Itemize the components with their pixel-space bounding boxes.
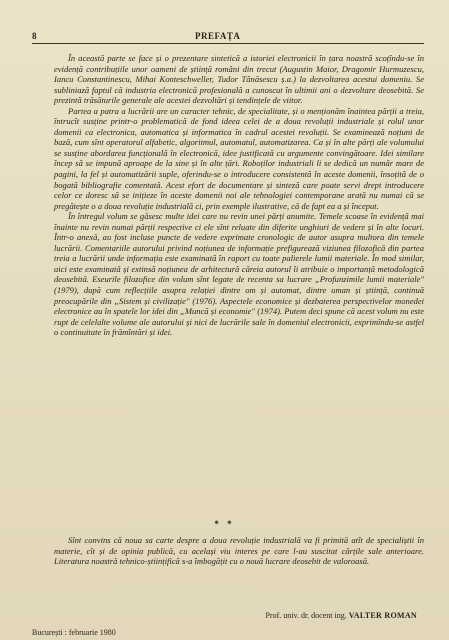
closing-paragraph: Sînt convins că noua sa carte despre a doua revoluție industrială va fi primită atît de specialiștii în materie, cît și de opinia publică, cu același viu interes pe care l-au suscitat cărțile sale anterioare. Literatura noastră tehnico-științifică s-a îmbogățit cu o nouă lucrare deosebit de valoroasă. — [54, 535, 424, 567]
paragraph-1: În această parte se face și o prezentare sintetică a istoriei electronicii în țara noastră scoțîndu-se în evidență contribuțiile unor oameni de știință români din trecut (Augustin Maior, Dragomir Hurmuzescu, Iancu Constantinescu, Mihai Konteschweller, Tudor Tănăsescu ș.a.) la dezvoltarea acestui domeniu. Se subliniază faptul că industria electronică profesională a cunoscut în ultimii ani o dezvoltare deosebită. Se prezintă trăsăturile generale ale acestei dezvoltări și tendințele de viitor. — [54, 53, 424, 106]
page-number: 8 — [32, 31, 37, 41]
body-text — [54, 53, 424, 338]
running-title: PREFAȚA — [195, 31, 241, 41]
signature-name: VALTER ROMAN — [348, 611, 417, 620]
section-ornament: * * — [214, 519, 235, 529]
place-date: București : februarie 1980 — [32, 628, 116, 637]
closing-text — [54, 535, 424, 567]
signature-prefix: Prof. univ. dr. docent ing. — [265, 611, 347, 620]
paragraph-2: Partea a patra a lucrării are un caracter tehnic, de specialitate, și o menționăm înaintea părții a treia, întrucît susține printr-o problematică de fond ideea celei de a doua revoluții industriale și rolul unor domenii ca electronica, automatica și informatica în cadrul acestei revoluții. Se examinează noțiuni de bază, cum sînt operatorul alfabetic, algoritmul, automatul, automatizarea. Ca și în alte părți ale volumului se susține abordarea funcțională în electronică, idee justificată cu argumente convingătoare. Idei similare încep să se impună aproape de la sine și în alte țări. Roboților industriali li se dedică un număr mare de pagini, la fel și automatizării suple, oferindu-se o introducere consistentă în aceste domenii, însoțită de o bogată bibliografie comentată. Acest efort de documentare și sinteză care poate servi drept introducere celor ce doresc să se inițieze în aceste domenii noi ale tehnologiei contemporane arată nu numai că se pregătește o a doua revoluție industrială ci, prin exemple ilustrative, că de fapt ea a și început. — [54, 105, 424, 211]
paragraph-3: În întregul volum se găsesc multe idei care nu revin unei părți anumite. Temele scoase în evidență mai înainte nu revin numai părții respective ci ele sînt reluate din diferite unghiuri de vedere și în alte locuri. Într-o anexă, au fost incluse puncte de vedere exprimate cronologic de autor asupra multora din temele lucrării. Comentariile autorului privind noțiunea de informație prefigurează viziunea filozofică din partea treia a lucrării unde informația este examinată în raport cu toate palierele lumii materiale. În mod similar, aici este examinată și extinsă noțiunea de arhitectură căreia autorul îi atribuie o importanță metodologică deosebită. Eseurile filozofice din volum sînt legate de recenta sa lucrare „Profunzimile lumii materiale" (1979), după cum reflecțiile asupra relației dintre om și automat, dintre uman și știință, continuă preocupările din „Sistem și civilizație" (1976). Aspectele economice și dezbaterea perspectivelor monedei electronice au în spatele lor idei din „Muncă și economie" (1974). Putem deci spune că acest volum nu este rupt de celelalte volume ale autorului și nici de lucrările sale în domeniul electronicii, exprimîndu-se astfel o continuitate în frămîntări și idei. — [54, 211, 424, 338]
signature — [265, 611, 417, 620]
header-rule — [32, 43, 424, 44]
page-header — [0, 0, 449, 40]
